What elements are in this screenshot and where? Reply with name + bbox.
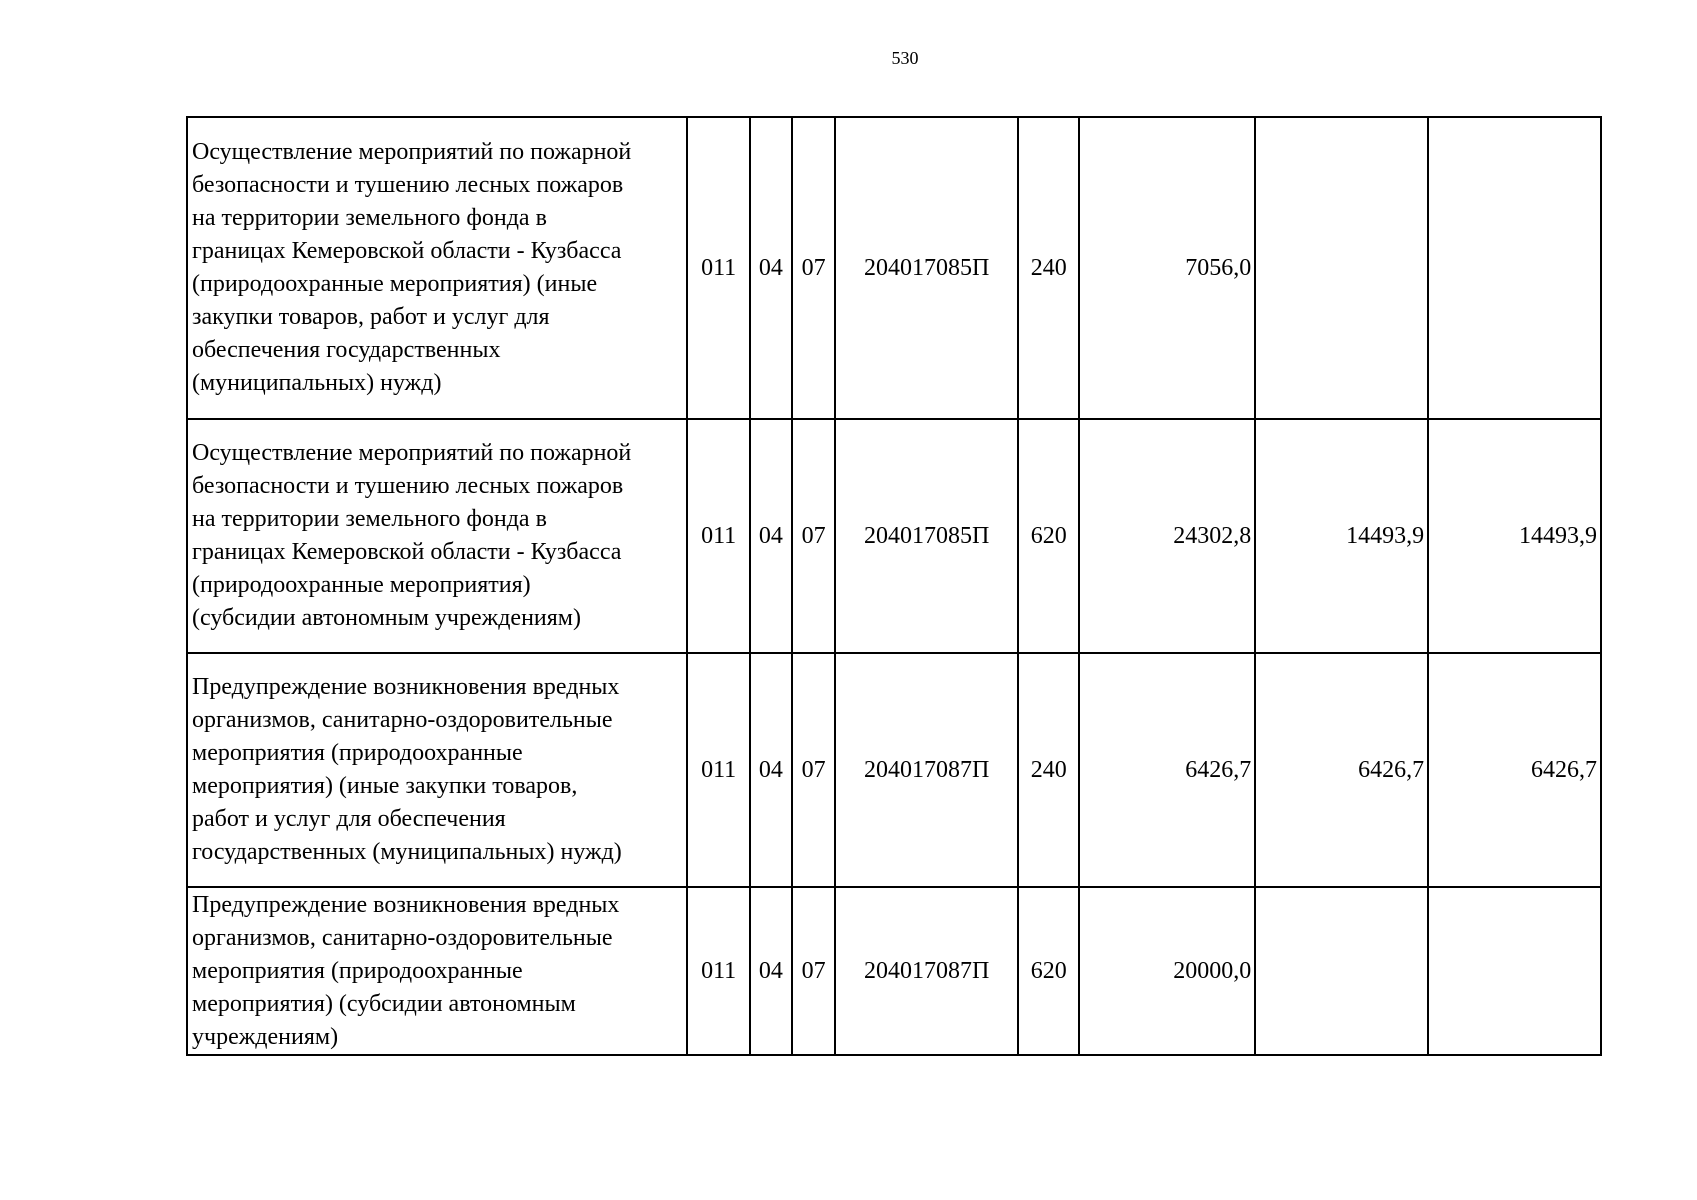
amount-2: 14493,9 — [1255, 419, 1428, 653]
expense-type-code: 240 — [1018, 653, 1079, 887]
row-description: Предупреждение возникновения вредных организмов, санитарно-оздоровительные мероприятия (природоохранные мероприятия) (иные закупки товаров, работ и услуг для обеспечения государственных (муниципальных) нужд) — [187, 653, 687, 887]
row-description: Осуществление мероприятий по пожарной безопасности и тушению лесных пожаров на территории земельного фонда в границах Кемеровской области - Кузбасса (природоохранные мероприятия) (иные закупки товаров, работ и услуг для обеспечения государственных (муниципальных) нужд) — [187, 117, 687, 419]
table-row — [187, 653, 1601, 887]
ministry-code: 011 — [687, 419, 749, 653]
budget-table — [186, 116, 1602, 1056]
amount-2 — [1255, 887, 1428, 1055]
amount-1: 20000,0 — [1079, 887, 1255, 1055]
ministry-code: 011 — [687, 117, 749, 419]
subsection-code: 07 — [792, 887, 835, 1055]
expense-type-code: 620 — [1018, 419, 1079, 653]
subsection-code: 07 — [792, 117, 835, 419]
subsection-code: 07 — [792, 653, 835, 887]
section-code: 04 — [750, 887, 792, 1055]
section-code: 04 — [750, 653, 792, 887]
table-row — [187, 887, 1601, 1055]
amount-2 — [1255, 117, 1428, 419]
target-article-code: 204017087П — [835, 653, 1018, 887]
expense-type-code: 240 — [1018, 117, 1079, 419]
page-number: 530 — [891, 48, 919, 68]
table-row — [187, 419, 1601, 653]
amount-2: 6426,7 — [1255, 653, 1428, 887]
amount-1: 6426,7 — [1079, 653, 1255, 887]
subsection-code: 07 — [792, 419, 835, 653]
ministry-code: 011 — [687, 887, 749, 1055]
amount-3 — [1428, 117, 1601, 419]
table-row — [187, 117, 1601, 419]
amount-3: 6426,7 — [1428, 653, 1601, 887]
amount-3: 14493,9 — [1428, 419, 1601, 653]
row-description: Предупреждение возникновения вредных организмов, санитарно-оздоровительные мероприятия (природоохранные мероприятия) (субсидии автономным учреждениям) — [187, 887, 687, 1055]
amount-1: 7056,0 — [1079, 117, 1255, 419]
amount-3 — [1428, 887, 1601, 1055]
section-code: 04 — [750, 117, 792, 419]
expense-type-code: 620 — [1018, 887, 1079, 1055]
amount-1: 24302,8 — [1079, 419, 1255, 653]
ministry-code: 011 — [687, 653, 749, 887]
target-article-code: 204017087П — [835, 887, 1018, 1055]
target-article-code: 204017085П — [835, 117, 1018, 419]
row-description: Осуществление мероприятий по пожарной безопасности и тушению лесных пожаров на территории земельного фонда в границах Кемеровской области - Кузбасса (природоохранные мероприятия) (субсидии автономным учреждениям) — [187, 419, 687, 653]
target-article-code: 204017085П — [835, 419, 1018, 653]
section-code: 04 — [750, 419, 792, 653]
